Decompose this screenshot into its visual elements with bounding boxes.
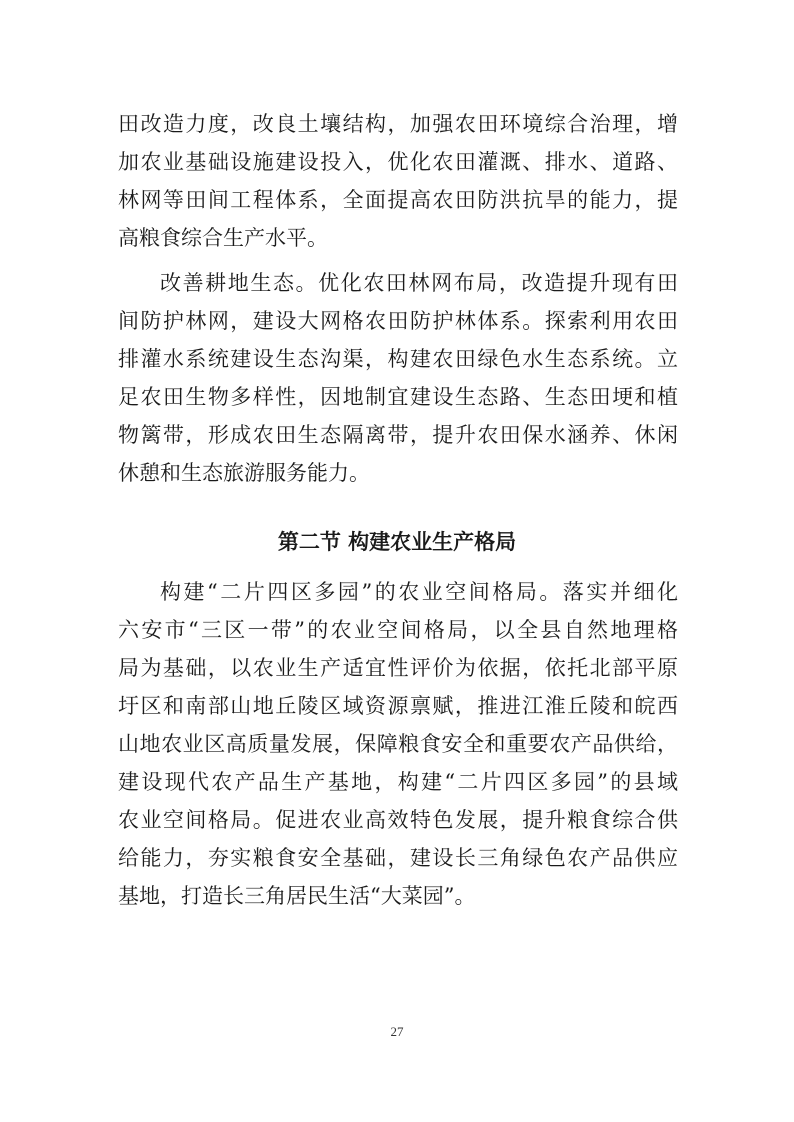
text-line: 排灌水系统建设生态沟渠，构建农田绿色水生态系统。立	[118, 347, 678, 371]
text-line: 六安市“三区一带”的农业空间格局，以全县自然地理格	[118, 618, 678, 642]
text-line: 改善耕地生态。优化农田林网布局，改造提升现有田	[160, 271, 678, 295]
text-line: 物篱带，形成农田生态隔离带，提升农田保水涵养、休闲	[118, 423, 678, 447]
section-heading: 第二节 构建农业生产格局	[277, 530, 517, 554]
text-line: 加农业基础设施建设投入，优化农田灌溉、排水、道路、	[118, 150, 678, 174]
text-line: 给能力，夯实粮食安全基础，建设长三角绿色农产品供应	[118, 846, 678, 870]
page-number: 27	[390, 1024, 404, 1039]
text-line: 足农田生物多样性，因地制宜建设生态路、生态田埂和植	[118, 385, 678, 409]
text-line: 高粮食综合生产水平。	[118, 226, 328, 250]
text-line: 林网等田间工程体系，全面提高农田防洪抗旱的能力，提	[118, 188, 678, 212]
text-line: 休憩和生态旅游服务能力。	[118, 461, 370, 485]
text-line: 构建“二片四区多园”的农业空间格局。落实并细化	[160, 580, 678, 604]
text-line: 农业空间格局。促进农业高效特色发展，提升粮食综合供	[118, 808, 678, 832]
text-line: 山地农业区高质量发展，保障粮食安全和重要农产品供给，	[118, 732, 678, 756]
text-line: 建设现代农产品生产基地，构建“二片四区多园”的县域	[118, 770, 678, 794]
text-line: 基地，打造长三角居民生活“大菜园”。	[118, 884, 476, 908]
text-line: 圩区和南部山地丘陵区域资源禀赋，推进江淮丘陵和皖西	[118, 694, 678, 718]
text-line: 田改造力度，改良土壤结构，加强农田环境综合治理，增	[118, 112, 678, 136]
text-line: 间防护林网，建设大网格农田防护林体系。探索利用农田	[118, 309, 678, 333]
text-line: 局为基础，以农业生产适宜性评价为依据，依托北部平原	[118, 656, 678, 680]
